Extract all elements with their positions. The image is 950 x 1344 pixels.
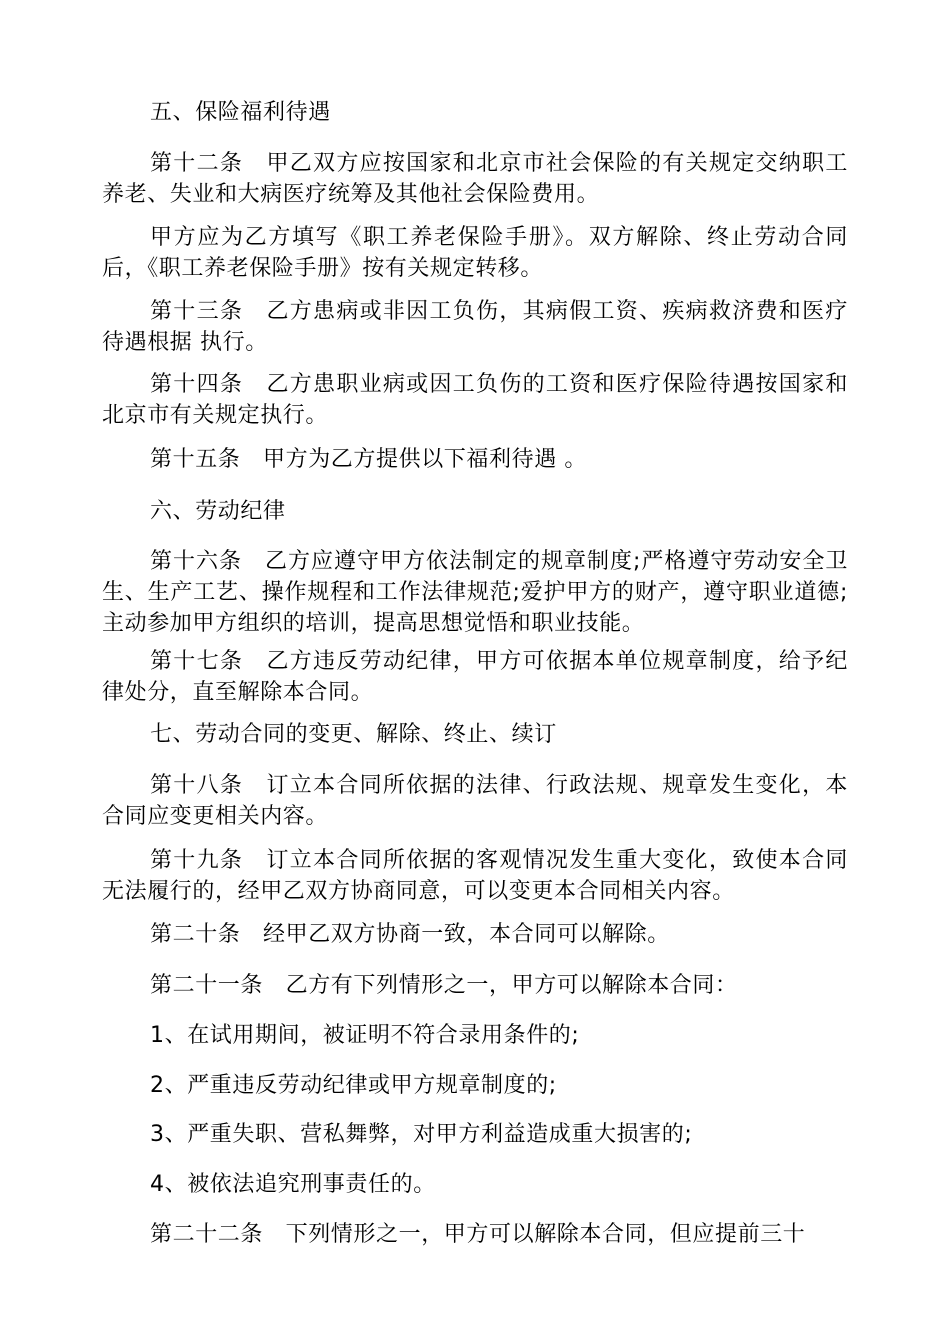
article-21-item-2: 2、严重违反劳动纪律或甲方规章制度的; (150, 1073, 557, 1098)
article-21: 第二十一条 乙方有下列情形之一，甲方可以解除本合同： (150, 973, 738, 998)
article-17: 第十七条 乙方违反劳动纪律，甲方可依据本单位规章制度，给予纪律处分，直至解除本合同。 (102, 649, 848, 705)
article-21-item-3: 3、严重失职、营私舞弊，对甲方利益造成重大损害的; (150, 1122, 693, 1147)
section-heading-insurance: 五、保险福利待遇 (150, 100, 331, 125)
article-14: 第十四条 乙方患职业病或因工负伤的工资和医疗保险待遇按国家和北京市有关规定执行。 (102, 372, 848, 428)
section-heading-discipline: 六、劳动纪律 (150, 499, 286, 524)
article-13: 第十三条 乙方患病或非因工负伤，其病假工资、疾病救济费和医疗待遇根据 执行。 (102, 299, 848, 355)
article-15: 第十五条 甲方为乙方提供以下福利待遇 。 (150, 447, 587, 472)
article-16: 第十六条 乙方应遵守甲方依法制定的规章制度;严格遵守劳动安全卫生、生产工艺、操作规程和工作法律规范;爱护甲方的财产，遵守职业道德;主动参加甲方组织的培训，提高思想觉悟和职业技能。 (102, 549, 848, 636)
article-20: 第二十条 经甲乙双方协商一致，本合同可以解除。 (150, 922, 670, 947)
article-12: 第十二条 甲乙双方应按国家和北京市社会保险的有关规定交纳职工养老、失业和大病医疗统筹及其他社会保险费用。 (102, 151, 848, 207)
article-21-item-1: 1、在试用期间，被证明不符合录用条件的; (150, 1023, 580, 1048)
article-18: 第十八条 订立本合同所依据的法律、行政法规、规章发生变化，本合同应变更相关内容。 (102, 773, 848, 829)
article-12-paragraph-2: 甲方应为乙方填写《职工养老保险手册》。双方解除、终止劳动合同后，《职工养老保险手册》按有关规定转移。 (102, 225, 848, 281)
section-heading-contract-changes: 七、劳动合同的变更、解除、终止、续订 (150, 722, 557, 747)
article-21-item-4: 4、被依法追究刑事责任的。 (150, 1172, 436, 1197)
article-22: 第二十二条 下列情形之一，甲方可以解除本合同，但应提前三十 (150, 1222, 806, 1247)
article-19: 第十九条 订立本合同所依据的客观情况发生重大变化，致使本合同无法履行的，经甲乙双方协商同意，可以变更本合同相关内容。 (102, 848, 848, 904)
